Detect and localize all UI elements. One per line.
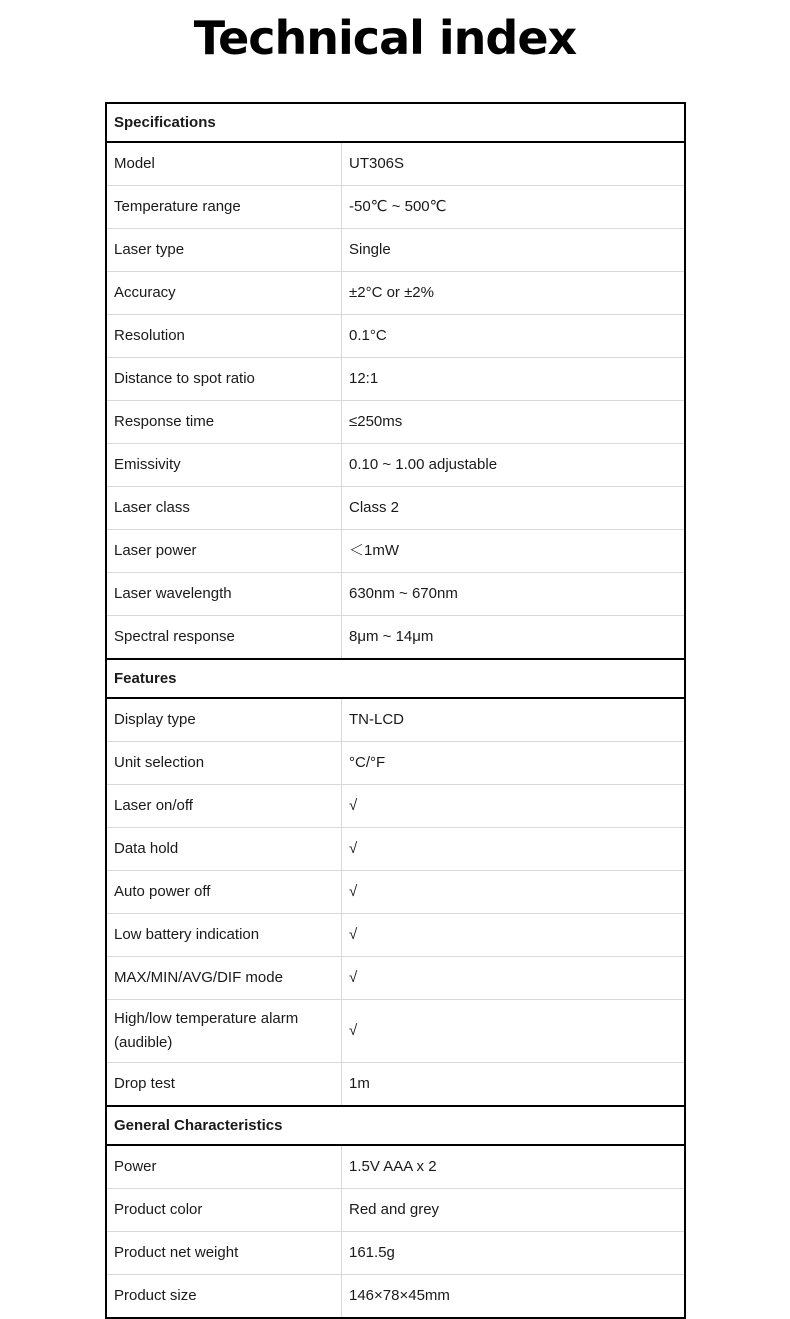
row-label: High/low temperature alarm (audible)	[107, 1000, 342, 1062]
table-row	[107, 487, 684, 530]
table-row	[107, 315, 684, 358]
table-row	[107, 143, 684, 186]
row-value: 630nm ~ 670nm	[349, 585, 458, 602]
table-row	[107, 742, 684, 785]
row-value: √	[349, 883, 358, 900]
row-label: Unit selection	[107, 742, 342, 784]
row-label: Data hold	[107, 828, 342, 870]
table-row	[107, 358, 684, 401]
table-row	[107, 1063, 684, 1107]
row-label: Model	[107, 143, 342, 185]
table-row	[107, 272, 684, 315]
section-heading: Features	[107, 660, 684, 699]
row-value: 12:1	[349, 370, 379, 387]
row-value: 146×78×45mm	[349, 1287, 450, 1304]
section-specifications	[107, 104, 684, 660]
row-label: Temperature range	[107, 186, 342, 228]
table-row	[107, 530, 684, 573]
table-row	[107, 957, 684, 1000]
row-label: Low battery indication	[107, 914, 342, 956]
row-label: Laser power	[107, 530, 342, 572]
row-label: Laser on/off	[107, 785, 342, 827]
row-label: Display type	[107, 699, 342, 741]
row-label: Power	[107, 1146, 342, 1188]
row-value: √	[349, 926, 358, 943]
row-label: Product size	[107, 1275, 342, 1317]
row-label: Laser type	[107, 229, 342, 271]
table-row	[107, 914, 684, 957]
row-label: MAX/MIN/AVG/DIF mode	[107, 957, 342, 999]
row-value: 1.5V AAA x 2	[349, 1158, 437, 1175]
table-row	[107, 616, 684, 660]
row-label: Laser class	[107, 487, 342, 529]
row-value: Class 2	[349, 499, 400, 516]
table-row	[107, 871, 684, 914]
row-label: Auto power off	[107, 871, 342, 913]
table-row	[107, 828, 684, 871]
row-label: Emissivity	[107, 444, 342, 486]
table-row	[107, 1146, 684, 1189]
row-value: 1m	[349, 1075, 370, 1092]
row-value: ＜1mW	[349, 542, 399, 559]
row-value: 161.5g	[349, 1244, 395, 1261]
table-row	[107, 401, 684, 444]
row-value: ±2°C or ±2%	[349, 284, 434, 301]
table-row	[107, 1000, 684, 1063]
row-label: Product net weight	[107, 1232, 342, 1274]
section-heading: Specifications	[107, 104, 684, 143]
row-value: 8μm ~ 14μm	[349, 628, 434, 645]
row-value: ≤250ms	[349, 413, 403, 430]
row-value: Single	[349, 241, 391, 258]
row-label: Resolution	[107, 315, 342, 357]
row-label: Accuracy	[107, 272, 342, 314]
row-value: √	[349, 1022, 358, 1039]
table-row	[107, 699, 684, 742]
table-row	[107, 444, 684, 487]
row-value: Red and grey	[349, 1201, 440, 1218]
table-row	[107, 186, 684, 229]
section-general-characteristics	[107, 1107, 684, 1317]
row-value: √	[349, 797, 358, 814]
table-row	[107, 785, 684, 828]
row-value: 0.1°C	[349, 327, 387, 344]
spec-table	[105, 102, 686, 1319]
row-value: -50℃ ~ 500℃	[349, 198, 447, 215]
table-row	[107, 1275, 684, 1317]
row-label: Response time	[107, 401, 342, 443]
table-row	[107, 1189, 684, 1232]
section-heading: General Characteristics	[107, 1107, 684, 1146]
row-value: TN-LCD	[349, 711, 404, 728]
row-value: 0.10 ~ 1.00 adjustable	[349, 456, 498, 473]
table-row	[107, 573, 684, 616]
row-label: Product color	[107, 1189, 342, 1231]
row-label: Spectral response	[107, 616, 342, 658]
table-row	[107, 229, 684, 272]
row-label: Distance to spot ratio	[107, 358, 342, 400]
row-value: UT306S	[349, 155, 405, 172]
row-value: √	[349, 969, 358, 986]
table-row	[107, 1232, 684, 1275]
row-value: °C/°F	[349, 754, 386, 771]
row-label: Laser wavelength	[107, 573, 342, 615]
row-value: √	[349, 840, 358, 857]
row-label: Drop test	[107, 1063, 342, 1105]
section-features	[107, 660, 684, 1107]
page-title: Technical index	[193, 11, 577, 65]
